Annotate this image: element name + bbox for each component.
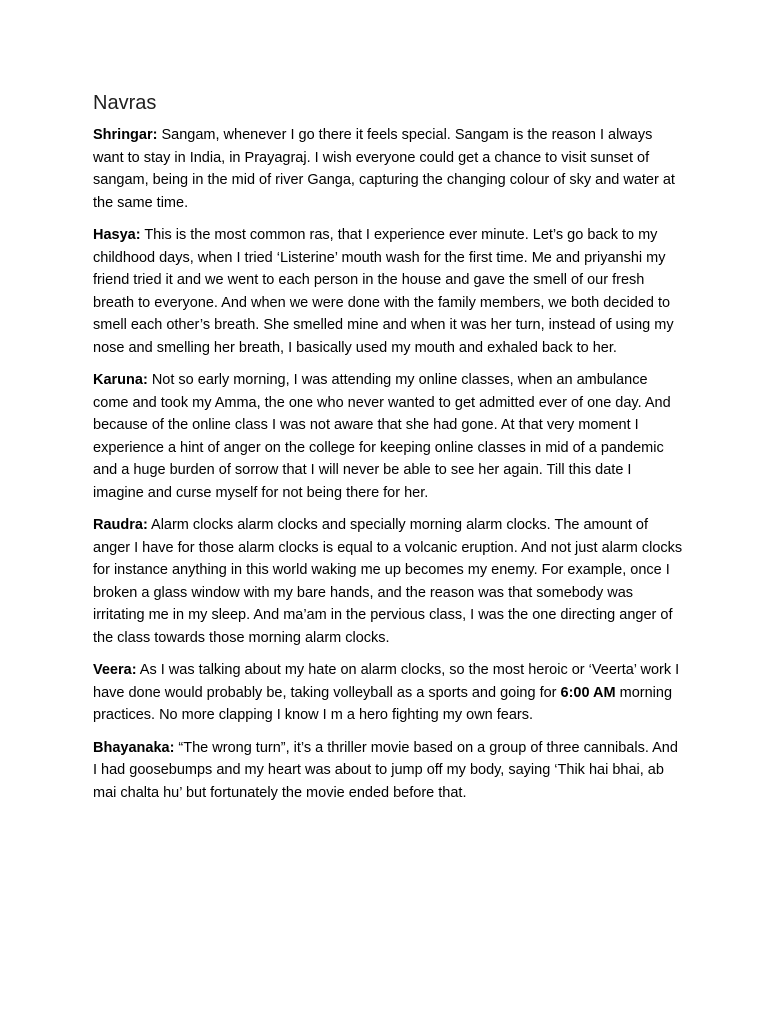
- bold-time: 6:00 AM: [560, 684, 616, 701]
- paragraph-bhayanaka: [93, 737, 683, 805]
- paragraph-text: This is the most common ras, that I experience ever minute. Let’s go back to my childhood days, when I tried ‘Listerine’ mouth wash for the first time. Me and priyanshi my friend tried it and we went to each person in the house and gave the smell of our fresh breath to everyone. And when we were done with the family members, we both decided to smell each other’s breath. She smelled mine and when it was her turn, instead of using my nose and smelling her breath, I basically used my mouth and exhaled back to her.: [93, 227, 674, 356]
- term-raudra: Raudra:: [93, 517, 148, 533]
- paragraph-text: Not so early morning, I was attending my online classes, when an ambulance come and took my Amma, the one who never wanted to get admitted ever of one day. And because of the online class I was not aware that she had gone. At that very moment I experience a hint of anger on the college for keeping online classes in mid of a pandemic and a huge burden of sorrow that I will never be able to see her again. Till this date I imagine and curse myself for not being there for her.: [93, 372, 671, 501]
- paragraph-raudra: [93, 514, 683, 649]
- term-karuna: Karuna:: [93, 372, 148, 388]
- paragraph-shringar: [93, 124, 683, 214]
- paragraph-text: “The wrong turn”, it’s a thriller movie based on a group of three cannibals. And I had goosebumps and my heart was about to jump off my body, saying ‘Thik hai bhai, ab mai chalta hu’ but fortunately the movie ended before that.: [93, 739, 678, 801]
- term-veera: Veera:: [93, 662, 137, 678]
- paragraph-karuna: [93, 369, 683, 504]
- term-hasya: Hasya:: [93, 227, 141, 243]
- term-shringar: Shringar:: [93, 127, 158, 143]
- paragraph-veera: [93, 659, 683, 727]
- term-bhayanaka: Bhayanaka:: [93, 739, 175, 756]
- paragraph-text: As I was talking about my hate on alarm clocks, so the most heroic or ‘Veerta’ work I have done would probably be, taking volleyball as a sports and going for: [93, 662, 680, 701]
- document-page: [93, 88, 683, 814]
- document-title: Navras: [93, 92, 157, 114]
- paragraph-text: Sangam, whenever I go there it feels special. Sangam is the reason I always want to stay in India, in Prayagraj. I wish everyone could get a chance to visit sunset of sangam, being in the mid of river Ganga, capturing the changing colour of sky and water at the same time.: [93, 127, 675, 211]
- paragraph-hasya: [93, 224, 683, 359]
- paragraph-text: morning practices. No more clapping I know I m a hero fighting my own fears.: [93, 684, 673, 723]
- paragraph-text: Alarm clocks alarm clocks and specially morning alarm clocks. The amount of anger I have for those alarm clocks is equal to a volcanic eruption. And not just alarm clocks for instance anything in this world waking me up becomes my enemy. For example, once I broken a glass window with my bare hands, and the reason was that somebody was irritating me in my sleep. And ma’am in the pervious class, I was the one directing anger of the class towards those morning alarm clocks.: [93, 517, 683, 646]
